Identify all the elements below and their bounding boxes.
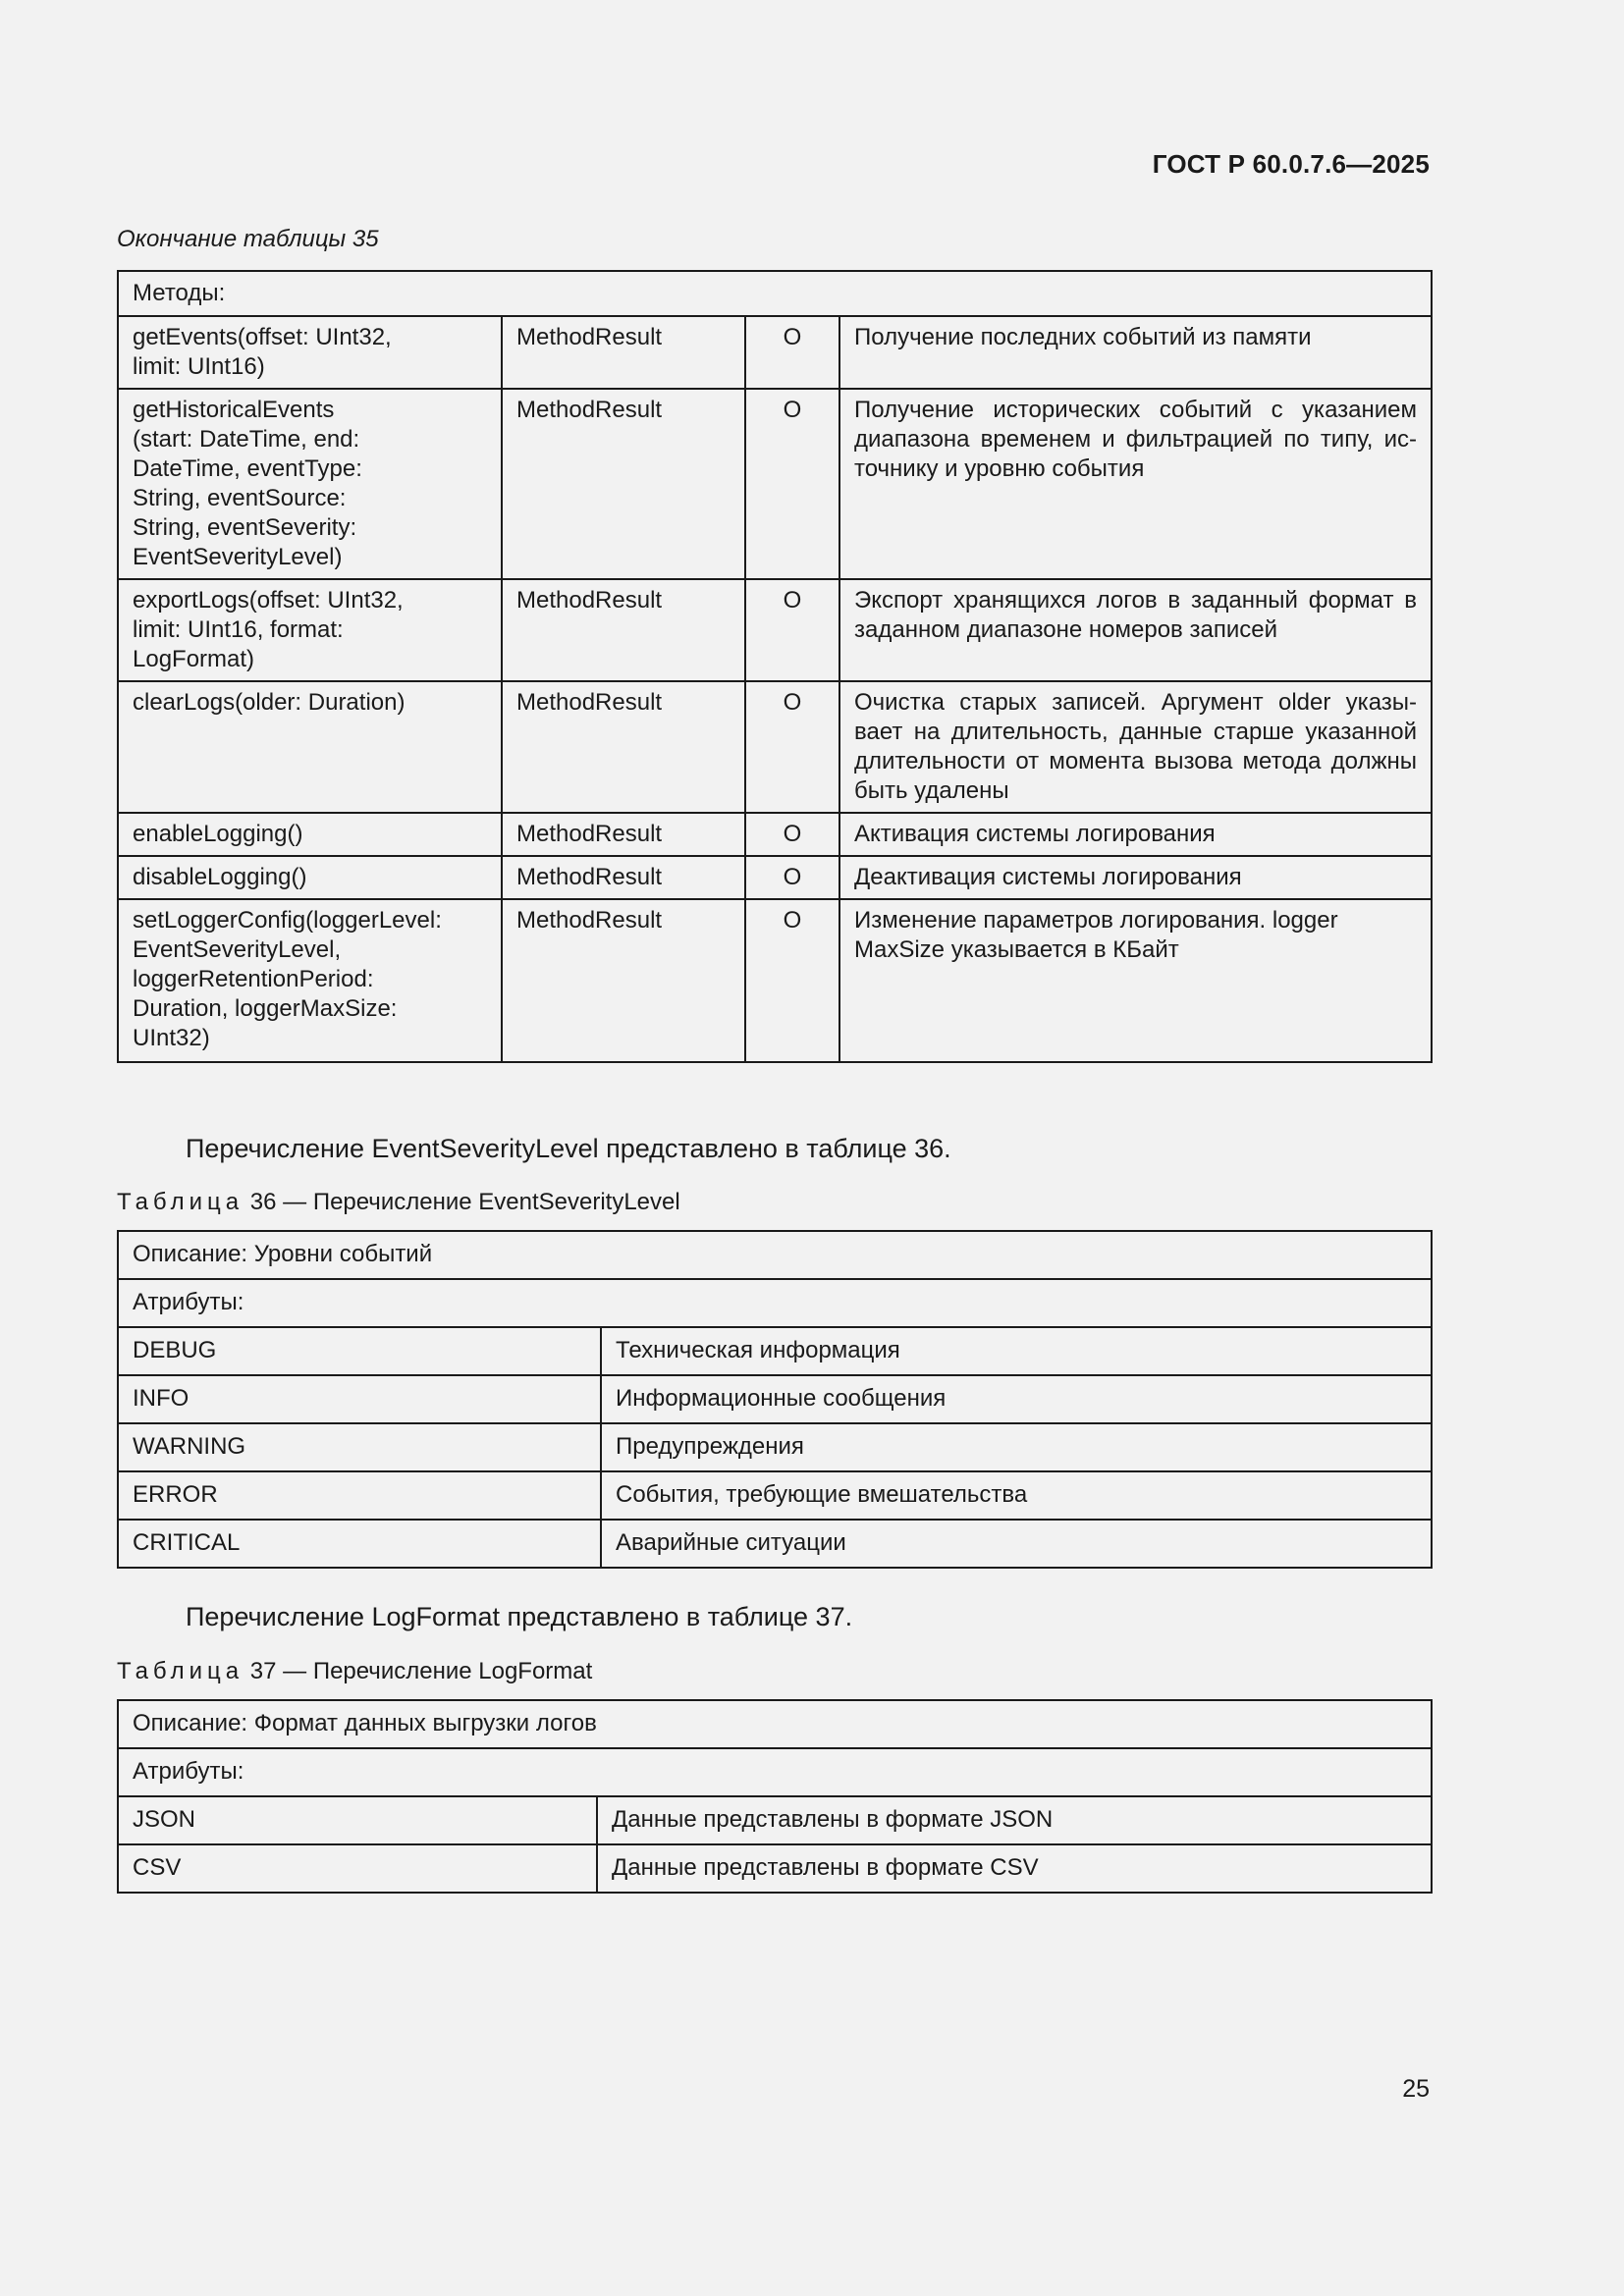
table-row bbox=[118, 813, 1432, 856]
table-caption-title: 37 — Перечисление LogFormat bbox=[249, 1658, 593, 1684]
method-requirement: O bbox=[745, 681, 839, 813]
enum-value-name: CRITICAL bbox=[118, 1520, 601, 1568]
method-signature bbox=[118, 899, 502, 1062]
enum-value-name: ERROR bbox=[118, 1471, 601, 1520]
table-row bbox=[118, 389, 1432, 579]
table-37-caption bbox=[117, 1658, 592, 1685]
table-row bbox=[118, 1844, 1432, 1893]
method-signature-text: enableLogging() bbox=[133, 821, 303, 847]
method-requirement: O bbox=[745, 813, 839, 856]
table-row bbox=[118, 316, 1432, 389]
enum-value-meaning: События, требующие вмешательства bbox=[601, 1471, 1432, 1520]
method-return-type: MethodResult bbox=[502, 389, 745, 579]
enum-value-meaning: Аварийные ситуации bbox=[601, 1520, 1432, 1568]
enum-description: Описание: Уровни событий bbox=[118, 1231, 1432, 1279]
method-signature-text: setLoggerConfig(loggerLevel: EventSeverityLevel, loggerRetentionPeriod: Duration, loggerMaxSize: UInt32) bbox=[133, 907, 442, 1051]
method-return-type: MethodResult bbox=[502, 899, 745, 1062]
enum-value-name: DEBUG bbox=[118, 1327, 601, 1375]
enum-value-meaning: Техническая информация bbox=[601, 1327, 1432, 1375]
enum-value-name: WARNING bbox=[118, 1423, 601, 1471]
method-signature-text: exportLogs(offset: UInt32, limit: UInt16, format: LogFormat) bbox=[133, 587, 404, 672]
enum-value-meaning: Информационные сообщения bbox=[601, 1375, 1432, 1423]
table-row bbox=[118, 271, 1432, 316]
method-signature-text: getEvents(offset: UInt32, limit: UInt16) bbox=[133, 324, 392, 380]
method-return-type: MethodResult bbox=[502, 813, 745, 856]
method-description: Получение исторических событий с указанием диапазона временем и фильтрацией по типу, ис-точнику и уровню события bbox=[839, 389, 1432, 579]
table-row bbox=[118, 1748, 1432, 1796]
method-signature-text: getHistoricalEvents (start: DateTime, end: DateTime, eventType: String, eventSource: String, eventSeverity: EventSeverityLevel) bbox=[133, 397, 362, 570]
method-return-type: MethodResult bbox=[502, 579, 745, 681]
table-row bbox=[118, 1327, 1432, 1375]
table-36-caption bbox=[117, 1189, 680, 1216]
table-row bbox=[118, 1231, 1432, 1279]
enum-attributes-label: Атрибуты: bbox=[118, 1748, 1432, 1796]
table-row bbox=[118, 1279, 1432, 1327]
method-signature bbox=[118, 681, 502, 813]
page-number: 25 bbox=[1402, 2075, 1430, 2103]
method-description: Экспорт хранящихся логов в заданный формат в заданном диапазоне номеров записей bbox=[839, 579, 1432, 681]
table-row bbox=[118, 1520, 1432, 1568]
method-signature-text: clearLogs(older: Duration) bbox=[133, 689, 406, 716]
table-row bbox=[118, 856, 1432, 899]
table-row bbox=[118, 1423, 1432, 1471]
table-caption-word: Таблица bbox=[117, 1189, 244, 1215]
method-description: Деактивация системы логирования bbox=[839, 856, 1432, 899]
table-36-intro-paragraph: Перечисление EventSeverityLevel представлено в таблице 36. bbox=[186, 1134, 951, 1163]
table-35-methods bbox=[117, 270, 1433, 1063]
method-requirement: O bbox=[745, 316, 839, 389]
method-description: Активация системы логирования bbox=[839, 813, 1432, 856]
table-row bbox=[118, 1471, 1432, 1520]
method-description: Получение последних событий из памяти bbox=[839, 316, 1432, 389]
method-return-type: MethodResult bbox=[502, 316, 745, 389]
method-description: Очистка старых записей. Аргумент older указы-вает на длительность, данные старше указанной длительности от момента вызова метода должны быть удалены bbox=[839, 681, 1432, 813]
enum-value-name: JSON bbox=[118, 1796, 597, 1844]
method-requirement: O bbox=[745, 856, 839, 899]
method-signature bbox=[118, 856, 502, 899]
table-35-continuation-label: Окончание таблицы 35 bbox=[117, 226, 379, 252]
enum-value-name: INFO bbox=[118, 1375, 601, 1423]
table-caption-word: Таблица bbox=[117, 1658, 244, 1684]
enum-value-meaning: Предупреждения bbox=[601, 1423, 1432, 1471]
document-standard-number: ГОСТ Р 60.0.7.6—2025 bbox=[1152, 149, 1430, 179]
enum-value-meaning: Данные представлены в формате JSON bbox=[597, 1796, 1432, 1844]
method-requirement: O bbox=[745, 389, 839, 579]
enum-attributes-label: Атрибуты: bbox=[118, 1279, 1432, 1327]
method-signature-text: disableLogging() bbox=[133, 864, 307, 890]
method-signature bbox=[118, 579, 502, 681]
table-row bbox=[118, 899, 1432, 1062]
table-row bbox=[118, 1375, 1432, 1423]
method-return-type: MethodResult bbox=[502, 681, 745, 813]
table-37-log-format bbox=[117, 1699, 1433, 1894]
methods-section-label: Методы: bbox=[118, 271, 1432, 316]
enum-description: Описание: Формат данных выгрузки логов bbox=[118, 1700, 1432, 1748]
table-row bbox=[118, 1700, 1432, 1748]
table-row bbox=[118, 681, 1432, 813]
method-signature bbox=[118, 389, 502, 579]
method-requirement: O bbox=[745, 899, 839, 1062]
table-row bbox=[118, 1796, 1432, 1844]
method-signature bbox=[118, 316, 502, 389]
method-return-type: MethodResult bbox=[502, 856, 745, 899]
method-requirement: O bbox=[745, 579, 839, 681]
enum-value-meaning: Данные представлены в формате CSV bbox=[597, 1844, 1432, 1893]
table-row bbox=[118, 579, 1432, 681]
enum-value-name: CSV bbox=[118, 1844, 597, 1893]
method-signature bbox=[118, 813, 502, 856]
method-description: Изменение параметров логирования. logger MaxSize указывается в КБайт bbox=[839, 899, 1432, 1062]
table-37-intro-paragraph: Перечисление LogFormat представлено в таблице 37. bbox=[186, 1602, 853, 1631]
table-caption-title: 36 — Перечисление EventSeverityLevel bbox=[249, 1189, 680, 1215]
table-36-event-severity-level bbox=[117, 1230, 1433, 1569]
